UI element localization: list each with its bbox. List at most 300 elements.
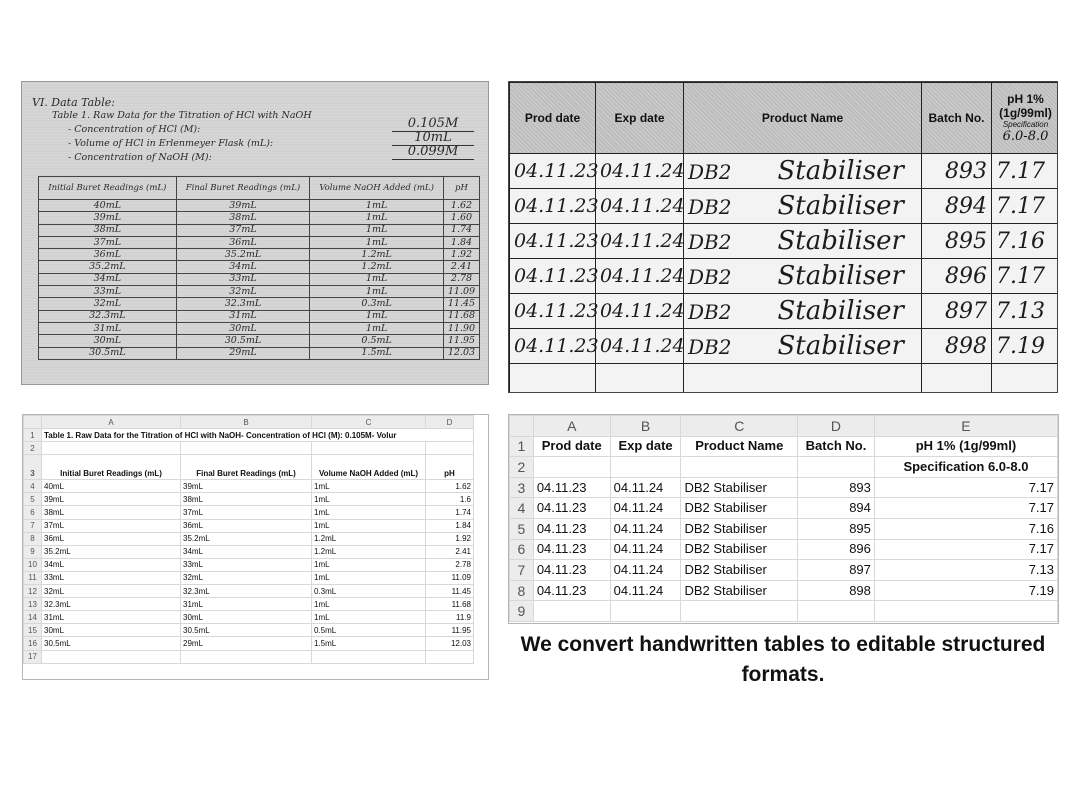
spreadsheet-row [24, 624, 474, 637]
table-cell: 1mL [310, 236, 444, 248]
cell[interactable]: 30.5mL [42, 637, 181, 650]
ph-header-label: pH 1% (1g/99ml) [999, 92, 1052, 120]
exp-date-cell: 04.11.24 [596, 189, 684, 224]
table-cell: 38mL [176, 212, 310, 224]
column-header: Product Name [684, 83, 922, 154]
spreadsheet-row [510, 498, 1058, 519]
cell[interactable]: DB2 Stabiliser [681, 580, 798, 601]
prod-date-cell: 04.11.23 [510, 224, 596, 259]
row-number[interactable]: 4 [24, 480, 42, 493]
row-number[interactable]: 1 [510, 436, 534, 457]
table-cell: 32.3mL [39, 310, 177, 322]
spreadsheet-header-row [510, 436, 1058, 457]
table-cell: 35.2mL [176, 249, 310, 261]
corner-cell[interactable] [510, 416, 534, 437]
table-row [39, 212, 480, 224]
product-label: Stabiliser [777, 156, 904, 186]
cell[interactable]: DB2 Stabiliser [681, 518, 798, 539]
ph-cell: 7.19 [992, 329, 1059, 364]
cell[interactable] [42, 442, 181, 455]
row-number[interactable]: 9 [510, 601, 534, 622]
title-cell[interactable]: Table 1. Raw Data for the Titration of HCl with NaOH- Concentration of HCl (M): 0.105M- Volur [42, 429, 474, 442]
cell[interactable]: 37mL [42, 519, 181, 532]
header-cell[interactable]: Volume NaOH Added (mL) [312, 455, 426, 480]
batch-cell: 896 [922, 259, 992, 294]
table-cell: 12.03 [443, 347, 479, 359]
spreadsheet-row [510, 539, 1058, 560]
ph-cell: 7.17 [992, 189, 1059, 224]
table-row [510, 294, 1059, 329]
row-number[interactable]: 1 [24, 429, 42, 442]
handwritten-heading: VI. Data Table: [32, 96, 115, 109]
product-name-cell [684, 259, 922, 294]
cell[interactable]: 0.5mL [312, 624, 426, 637]
exp-date-cell: 04.11.24 [596, 329, 684, 364]
cell[interactable]: 11.95 [426, 624, 474, 637]
header-cell[interactable]: pH 1% (1g/99ml) [874, 436, 1057, 457]
cell[interactable]: 04.11.23 [533, 477, 610, 498]
batch-cell: 898 [922, 329, 992, 364]
table-cell: 1mL [310, 286, 444, 298]
row-number[interactable]: 6 [510, 539, 534, 560]
batch-cell: 894 [922, 189, 992, 224]
table-cell: 40mL [39, 200, 177, 212]
row-number[interactable]: 8 [24, 532, 42, 545]
cell[interactable]: 1.62 [426, 480, 474, 493]
row-number[interactable]: 9 [24, 545, 42, 558]
cell[interactable] [681, 457, 798, 478]
table-cell: 36mL [176, 236, 310, 248]
table-cell: 38mL [39, 224, 177, 236]
spreadsheet-row [24, 650, 474, 663]
table-cell: 11.09 [443, 286, 479, 298]
cell[interactable]: 897 [798, 560, 875, 581]
exp-date-cell: 04.11.24 [596, 224, 684, 259]
cell[interactable]: 1.84 [426, 519, 474, 532]
cell[interactable]: 35.2mL [181, 532, 312, 545]
table-cell: 11.45 [443, 298, 479, 310]
row-number[interactable]: 14 [24, 611, 42, 624]
table-cell: 11.95 [443, 335, 479, 347]
cell[interactable]: 895 [798, 518, 875, 539]
column-header: Final Buret Readings (mL) [176, 177, 310, 200]
batch-cell: 893 [922, 154, 992, 189]
cell[interactable]: 7.13 [874, 560, 1057, 581]
cell[interactable]: 11.9 [426, 611, 474, 624]
table-cell: 1.60 [443, 212, 479, 224]
table-cell: 1.74 [443, 224, 479, 236]
product-code: DB2 [688, 300, 732, 324]
table-cell: 37mL [176, 224, 310, 236]
cell[interactable]: 896 [798, 539, 875, 560]
cell[interactable]: 30mL [42, 624, 181, 637]
cell[interactable]: 7.17 [874, 477, 1057, 498]
cell[interactable]: DB2 Stabiliser [681, 477, 798, 498]
spreadsheet-header-row [24, 455, 474, 480]
spreadsheet-row [24, 545, 474, 558]
column-letter[interactable]: D [798, 416, 875, 437]
corner-cell[interactable] [24, 416, 42, 429]
table-cell: 1mL [310, 273, 444, 285]
cell[interactable] [181, 650, 312, 663]
column-letter[interactable]: B [181, 416, 312, 429]
cell[interactable]: 34mL [42, 558, 181, 571]
table-cell: 1.2mL [310, 261, 444, 273]
header-cell[interactable]: Exp date [610, 436, 681, 457]
cell[interactable]: 1mL [312, 571, 426, 584]
cell[interactable]: 32.3mL [42, 598, 181, 611]
cell[interactable] [533, 601, 610, 622]
header-cell[interactable]: Initial Buret Readings (mL) [42, 455, 181, 480]
spreadsheet-row [24, 480, 474, 493]
table-cell: 1mL [310, 224, 444, 236]
cell[interactable]: 04.11.23 [533, 580, 610, 601]
table-cell: 32mL [176, 286, 310, 298]
cell[interactable]: 31mL [42, 611, 181, 624]
table-cell: 31mL [176, 310, 310, 322]
table-cell: 1mL [310, 310, 444, 322]
cell[interactable]: 29mL [181, 637, 312, 650]
column-header: Batch No. [922, 83, 992, 154]
header-cell[interactable]: Prod date [533, 436, 610, 457]
cell[interactable] [798, 457, 875, 478]
cell[interactable]: 30.5mL [181, 624, 312, 637]
header-cell[interactable]: Final Buret Readings (mL) [181, 455, 312, 480]
cell[interactable]: 36mL [181, 519, 312, 532]
product-code: DB2 [688, 265, 732, 289]
table-cell: 32.3mL [176, 298, 310, 310]
batch-cell: 897 [922, 294, 992, 329]
handwritten-titration-table [38, 176, 480, 360]
cell[interactable]: DB2 Stabiliser [681, 560, 798, 581]
column-letter[interactable]: C [312, 416, 426, 429]
cell[interactable] [42, 650, 181, 663]
table-row [510, 189, 1059, 224]
spreadsheet-row [510, 518, 1058, 539]
handwritten-line-label: - Concentration of NaOH (M): [68, 152, 212, 163]
row-number[interactable]: 12 [24, 585, 42, 598]
cell[interactable]: 1.74 [426, 506, 474, 519]
cell[interactable]: 11.09 [426, 571, 474, 584]
cell[interactable]: 2.41 [426, 545, 474, 558]
row-number[interactable]: 8 [510, 580, 534, 601]
empty-row [510, 364, 1059, 394]
cell[interactable]: 1mL [312, 506, 426, 519]
exp-date-cell: 04.11.24 [596, 259, 684, 294]
cell[interactable]: 1mL [312, 493, 426, 506]
cell[interactable]: 0.3mL [312, 585, 426, 598]
table-row [39, 236, 480, 248]
table-row [510, 329, 1059, 364]
product-label: Stabiliser [777, 261, 904, 291]
table-cell: 1.2mL [310, 249, 444, 261]
table-row [39, 200, 480, 212]
table-cell: 35.2mL [39, 261, 177, 273]
cell[interactable] [312, 650, 426, 663]
table-cell: 39mL [176, 200, 310, 212]
table-header-row [39, 177, 480, 200]
product-label: Stabiliser [777, 191, 904, 221]
cell[interactable]: 1.92 [426, 532, 474, 545]
table-cell: 11.68 [443, 310, 479, 322]
cell[interactable]: 32mL [181, 571, 312, 584]
table-row [39, 261, 480, 273]
row-number[interactable]: 13 [24, 598, 42, 611]
spreadsheet-row [24, 637, 474, 650]
table-row [39, 322, 480, 334]
cell[interactable]: 7.16 [874, 518, 1057, 539]
cell[interactable]: 1mL [312, 480, 426, 493]
cell[interactable]: 32mL [42, 585, 181, 598]
cell[interactable]: 33mL [42, 571, 181, 584]
cell[interactable]: 7.17 [874, 539, 1057, 560]
cell[interactable]: 32.3mL [181, 585, 312, 598]
handwritten-line-value: 0.099M [392, 144, 474, 160]
cell[interactable]: 04.11.24 [610, 539, 681, 560]
spec-value: 6.0-8.0 [1002, 129, 1049, 144]
cell[interactable]: 37mL [181, 506, 312, 519]
exp-date-cell: 04.11.24 [596, 154, 684, 189]
product-label: Stabiliser [777, 226, 904, 256]
cell[interactable] [533, 457, 610, 478]
prod-date-cell: 04.11.23 [510, 329, 596, 364]
row-number[interactable]: 2 [510, 457, 534, 478]
cell[interactable]: 04.11.24 [610, 560, 681, 581]
table-row [39, 224, 480, 236]
column-letter[interactable]: A [533, 416, 610, 437]
cell[interactable]: 1mL [312, 598, 426, 611]
cell[interactable] [426, 442, 474, 455]
row-number[interactable]: 7 [510, 560, 534, 581]
spreadsheet-row [24, 493, 474, 506]
cell[interactable]: 39mL [181, 480, 312, 493]
cell[interactable]: 1.2mL [312, 545, 426, 558]
cell[interactable]: 38mL [42, 506, 181, 519]
spec-cell[interactable]: Specification 6.0-8.0 [874, 457, 1057, 478]
cell[interactable]: 04.11.24 [610, 580, 681, 601]
product-name-cell [684, 154, 922, 189]
row-number[interactable]: 4 [510, 498, 534, 519]
spreadsheet-row [24, 598, 474, 611]
handwritten-line-value: 10mL [392, 130, 474, 146]
exp-date-cell: 04.11.24 [596, 294, 684, 329]
header-cell[interactable]: Product Name [681, 436, 798, 457]
cell[interactable]: 898 [798, 580, 875, 601]
row-number[interactable]: 17 [24, 650, 42, 663]
spreadsheet-row [24, 519, 474, 532]
column-header: Exp date [596, 83, 684, 154]
cell[interactable]: 35.2mL [42, 545, 181, 558]
column-letter[interactable]: D [426, 416, 474, 429]
spreadsheet-grid [23, 415, 474, 664]
cell[interactable]: 33mL [181, 558, 312, 571]
handwritten-caption: Table 1. Raw Data for the Titration of HCl with NaOH [52, 110, 312, 121]
row-number[interactable]: 11 [24, 571, 42, 584]
spreadsheet-row [24, 506, 474, 519]
cell[interactable]: 7.17 [874, 498, 1057, 519]
row-number[interactable]: 7 [24, 519, 42, 532]
table-cell: 1.5mL [310, 347, 444, 359]
table-cell: 30mL [39, 335, 177, 347]
handwritten-stabiliser-table [509, 82, 1058, 393]
cell[interactable]: 30mL [181, 611, 312, 624]
spreadsheet-row [24, 429, 474, 442]
cell[interactable]: DB2 Stabiliser [681, 498, 798, 519]
cell[interactable] [874, 601, 1057, 622]
spreadsheet-row [510, 601, 1058, 622]
table-cell: 1.84 [443, 236, 479, 248]
table-cell: 1.62 [443, 200, 479, 212]
table-cell: 36mL [39, 249, 177, 261]
cell[interactable]: 34mL [181, 545, 312, 558]
cell[interactable]: 11.68 [426, 598, 474, 611]
ph-cell: 7.16 [992, 224, 1059, 259]
cell[interactable]: 04.11.23 [533, 560, 610, 581]
cell[interactable]: 2.78 [426, 558, 474, 571]
cell[interactable]: 7.19 [874, 580, 1057, 601]
column-header-row [24, 416, 474, 429]
cell[interactable] [312, 442, 426, 455]
cell[interactable] [610, 601, 681, 622]
cell[interactable]: 893 [798, 477, 875, 498]
table-cell: 30.5mL [176, 335, 310, 347]
cell[interactable]: 1.5mL [312, 637, 426, 650]
product-code: DB2 [688, 230, 732, 254]
prod-date-cell: 04.11.23 [510, 154, 596, 189]
table-row [39, 310, 480, 322]
table-cell: 32mL [39, 298, 177, 310]
column-header-row [510, 416, 1058, 437]
row-number[interactable]: 3 [510, 477, 534, 498]
table-cell: 0.3mL [310, 298, 444, 310]
header-cell[interactable]: Batch No. [798, 436, 875, 457]
product-code: DB2 [688, 195, 732, 219]
table-cell: 34mL [176, 261, 310, 273]
column-letter[interactable]: B [610, 416, 681, 437]
row-number[interactable]: 3 [24, 455, 42, 480]
cell[interactable]: 38mL [181, 493, 312, 506]
cell[interactable]: 04.11.23 [533, 498, 610, 519]
cell[interactable]: 894 [798, 498, 875, 519]
handwritten-line-value: 0.105M [392, 116, 474, 132]
table-cell: 39mL [39, 212, 177, 224]
product-name-cell [684, 189, 922, 224]
cell[interactable] [798, 601, 875, 622]
handwritten-titration-sheet [21, 81, 489, 385]
cell[interactable]: 1mL [312, 558, 426, 571]
ph-cell: 7.17 [992, 259, 1059, 294]
table-row [510, 154, 1059, 189]
row-number[interactable]: 10 [24, 558, 42, 571]
column-letter[interactable]: A [42, 416, 181, 429]
cell[interactable]: 1.6 [426, 493, 474, 506]
handwritten-line-label: - Volume of HCl in Erlenmeyer Flask (mL): [68, 138, 274, 149]
table-row [39, 249, 480, 261]
cell[interactable]: 36mL [42, 532, 181, 545]
row-number[interactable]: 16 [24, 637, 42, 650]
product-code: DB2 [688, 335, 732, 359]
spreadsheet-row [510, 477, 1058, 498]
cell[interactable]: 04.11.23 [533, 518, 610, 539]
table-cell: 29mL [176, 347, 310, 359]
cell[interactable]: 1mL [312, 519, 426, 532]
table-cell: 1.92 [443, 249, 479, 261]
column-letter[interactable]: E [874, 416, 1057, 437]
cell[interactable]: 04.11.24 [610, 498, 681, 519]
product-label: Stabiliser [777, 296, 904, 326]
cell[interactable]: 39mL [42, 493, 181, 506]
column-letter[interactable]: C [681, 416, 798, 437]
row-number[interactable]: 5 [510, 518, 534, 539]
table-cell: 2.78 [443, 273, 479, 285]
spec-note: Specification [1002, 120, 1049, 129]
table-cell: 1mL [310, 212, 444, 224]
spreadsheet-row [24, 558, 474, 571]
column-header: Volume NaOH Added (mL) [310, 177, 444, 200]
table-row [39, 286, 480, 298]
prod-date-cell: 04.11.23 [510, 189, 596, 224]
cell[interactable]: 04.11.24 [610, 518, 681, 539]
row-number[interactable]: 6 [24, 506, 42, 519]
spreadsheet-row [510, 580, 1058, 601]
handwritten-stabiliser-sheet [508, 81, 1058, 393]
cell[interactable] [681, 601, 798, 622]
table-header-row [510, 83, 1059, 154]
product-name-cell [684, 294, 922, 329]
cell[interactable] [181, 442, 312, 455]
spreadsheet-row [510, 457, 1058, 478]
cell[interactable] [610, 457, 681, 478]
cell[interactable]: 11.45 [426, 585, 474, 598]
cell[interactable]: 31mL [181, 598, 312, 611]
table-cell: 0.5mL [310, 335, 444, 347]
table-cell: 2.41 [443, 261, 479, 273]
row-number[interactable]: 2 [24, 442, 42, 455]
cell[interactable]: 04.11.24 [610, 477, 681, 498]
cell[interactable]: 12.03 [426, 637, 474, 650]
spreadsheet-grid [509, 415, 1058, 622]
ph-cell: 7.17 [992, 154, 1059, 189]
table-row [510, 259, 1059, 294]
header-cell[interactable]: pH [426, 455, 474, 480]
spreadsheet-row [24, 571, 474, 584]
table-cell: 34mL [39, 273, 177, 285]
column-header: Prod date [510, 83, 596, 154]
cell[interactable]: 1.2mL [312, 532, 426, 545]
batch-cell: 895 [922, 224, 992, 259]
cell[interactable]: DB2 Stabiliser [681, 539, 798, 560]
prod-date-cell: 04.11.23 [510, 259, 596, 294]
product-label: Stabiliser [777, 331, 904, 361]
cell[interactable]: 04.11.23 [533, 539, 610, 560]
table-cell: 1mL [310, 200, 444, 212]
table-row [39, 298, 480, 310]
cell[interactable]: 1mL [312, 611, 426, 624]
table-cell: 30.5mL [39, 347, 177, 359]
cell[interactable]: 40mL [42, 480, 181, 493]
cell[interactable] [426, 650, 474, 663]
table-row [39, 347, 480, 359]
table-cell: 33mL [39, 286, 177, 298]
table-cell: 30mL [176, 322, 310, 334]
table-cell: 1mL [310, 322, 444, 334]
table-cell: 37mL [39, 236, 177, 248]
column-header: pH [443, 177, 479, 200]
row-number[interactable]: 5 [24, 493, 42, 506]
row-number[interactable]: 15 [24, 624, 42, 637]
table-cell: 11.90 [443, 322, 479, 334]
spreadsheet-row [510, 560, 1058, 581]
